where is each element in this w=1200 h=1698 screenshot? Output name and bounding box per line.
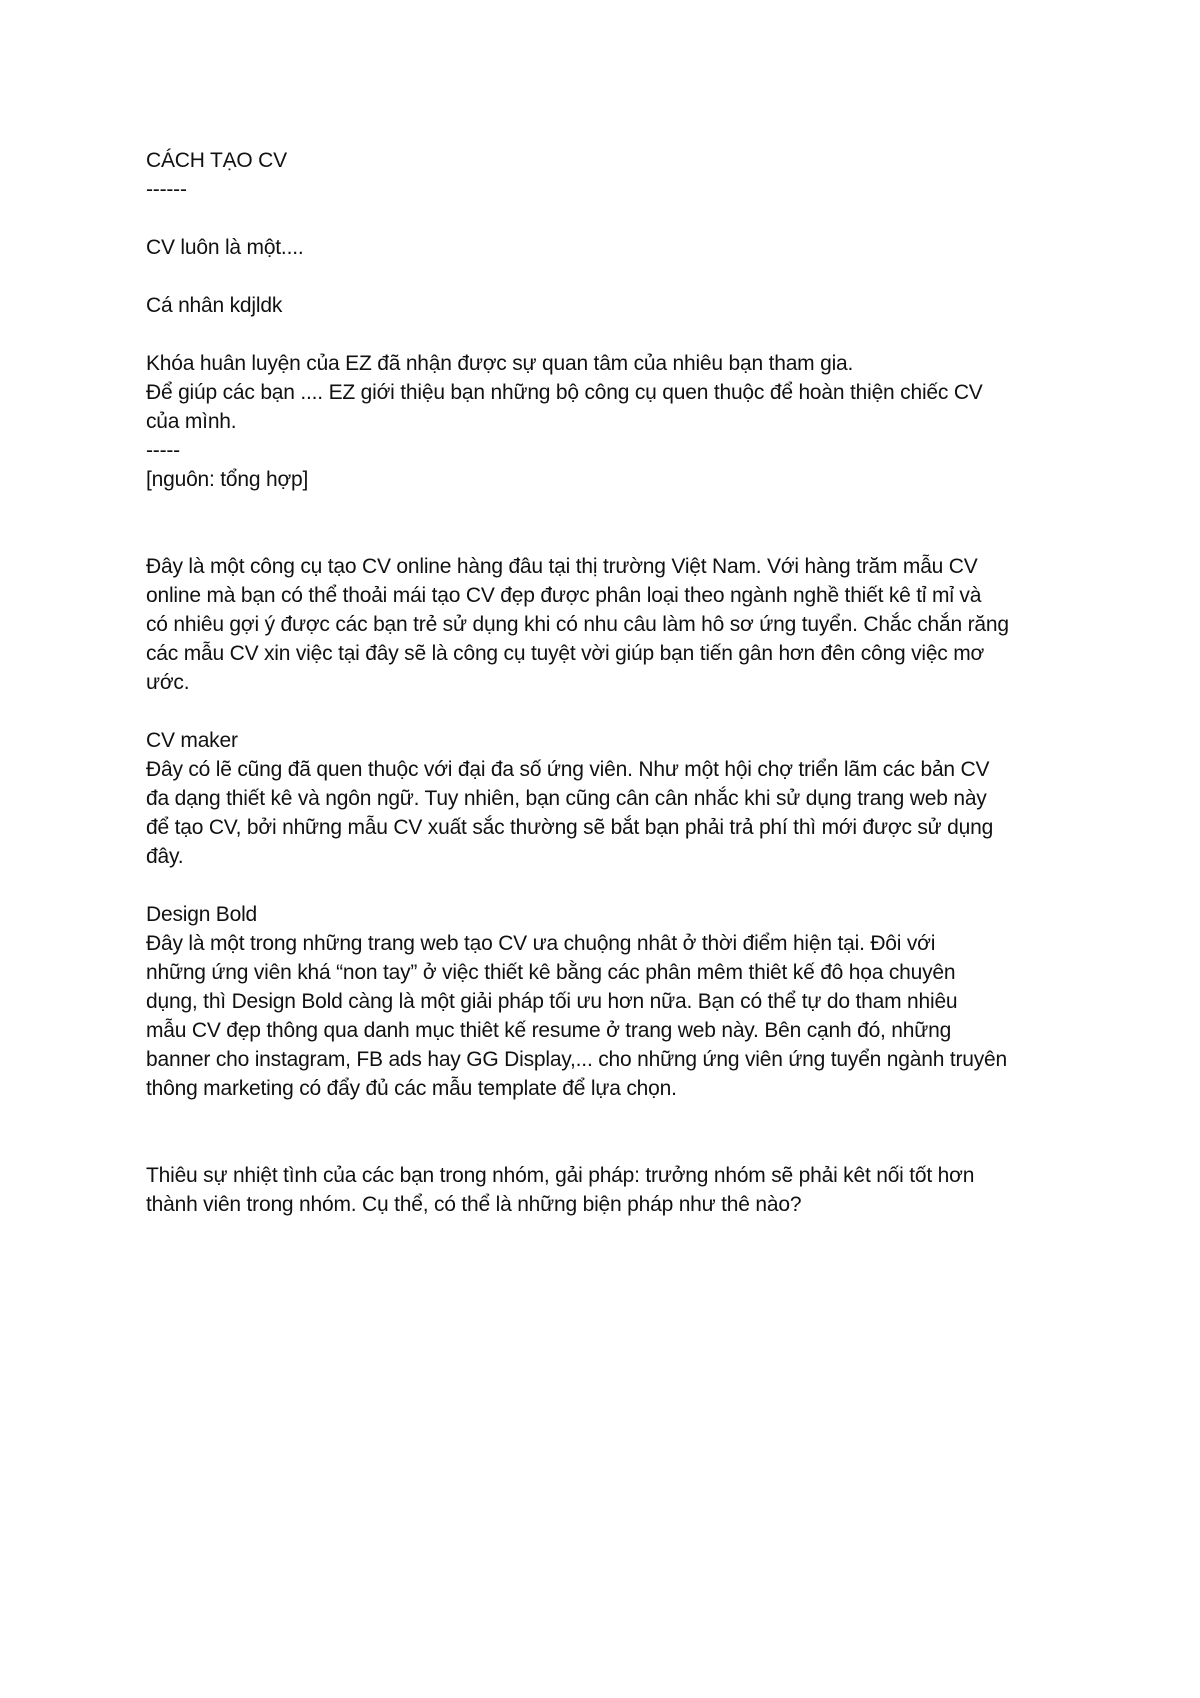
paragraph-line: dụng, thì Design Bold càng là một giải pháp tối ưu hơn nữa. Bạn có thể tự do tham nhiêu (146, 990, 958, 1013)
personal-line: Cá nhân kdjldk (146, 294, 283, 317)
section-divider: ----- (146, 439, 180, 462)
spacer (146, 494, 1076, 552)
tool-3-heading: Design Bold (146, 903, 258, 926)
spacer (146, 1103, 1076, 1161)
paragraph-line: online mà bạn có thể thoải mái tạo CV đẹp được phân loại theo ngành nghề thiết kê tỉ mỉ và (146, 584, 982, 607)
source-note: [nguôn: tổng hợp] (146, 468, 309, 491)
document-body (146, 146, 1076, 1219)
paragraph-line: Đây có lẽ cũng đã quen thuộc với đại đa số ứng viên. Như một hội chợ triển lãm các bản CV (146, 758, 990, 781)
paragraph-line: thông marketing có đẩy đủ các mẫu template để lựa chọn. (146, 1077, 677, 1100)
paragraph-line: banner cho instagram, FB ads hay GG Display,... cho những ứng viên ứng tuyển ngành truyên (146, 1048, 1007, 1071)
paragraph-line: đây. (146, 845, 184, 868)
spacer (146, 697, 1076, 726)
spacer (146, 871, 1076, 900)
paragraph-line: Thiêu sự nhiệt tình của các bạn trong nhóm, gải pháp: trưởng nhóm sẽ phải kêt nối tốt hơn (146, 1164, 975, 1187)
paragraph-line: Đây là một công cụ tạo CV online hàng đâu tại thị trường Việt Nam. Với hàng trăm mẫu CV (146, 555, 978, 578)
paragraph-line: những ứng viên khá “non tay” ở việc thiết kê bằng các phân mêm thiêt kế đô họa chuyên (146, 961, 956, 984)
paragraph-line: đa dạng thiết kê và ngôn ngữ. Tuy nhiên, bạn cũng cân cân nhắc khi sử dụng trang web này (146, 787, 987, 810)
paragraph-line: Để giúp các bạn .... EZ giới thiệu bạn những bộ công cụ quen thuộc để hoàn thiện chiếc CV (146, 381, 983, 404)
paragraph-line: có nhiêu gợi ý được các bạn trẻ sử dụng khi có nhu câu làm hô sơ ứng tuyển. Chắc chắn răng (146, 613, 1009, 636)
paragraph-line: Đây là một trong những trang web tạo CV ưa chuộng nhât ở thời điểm hiện tại. Đôi với (146, 932, 936, 955)
paragraph-line: của mình. (146, 410, 237, 433)
tool-2-paragraph (146, 755, 1076, 871)
tool-1-paragraph (146, 552, 1076, 697)
course-paragraph (146, 349, 1076, 436)
tool-3-paragraph (146, 929, 1076, 1103)
paragraph-line: ước. (146, 671, 190, 694)
paragraph-line: thành viên trong nhóm. Cụ thể, có thể là những biện pháp như thê nào? (146, 1193, 802, 1216)
document-title: CÁCH TẠO CV (146, 149, 287, 172)
paragraph-line: các mẫu CV xin việc tại đây sẽ là công cụ tuyệt vời giúp bạn tiến gân hơn đên công việc mơ (146, 642, 985, 665)
closing-paragraph (146, 1161, 1076, 1219)
intro-line: CV luôn là một.... (146, 236, 304, 259)
paragraph-line: mẫu CV đẹp thông qua danh mục thiêt kế resume ở trang web này. Bên cạnh đó, những (146, 1019, 952, 1042)
tool-2-heading: CV maker (146, 729, 238, 752)
spacer (146, 320, 1076, 349)
title-divider: ------ (146, 178, 187, 201)
paragraph-line: để tạo CV, bởi những mẫu CV xuất sắc thường sẽ bắt bạn phải trả phí thì mới được sử dụng (146, 816, 994, 839)
paragraph-line: Khóa huân luyện của EZ đã nhận được sự quan tâm của nhiêu bạn tham gia. (146, 352, 854, 375)
spacer (146, 204, 1076, 233)
spacer (146, 262, 1076, 291)
